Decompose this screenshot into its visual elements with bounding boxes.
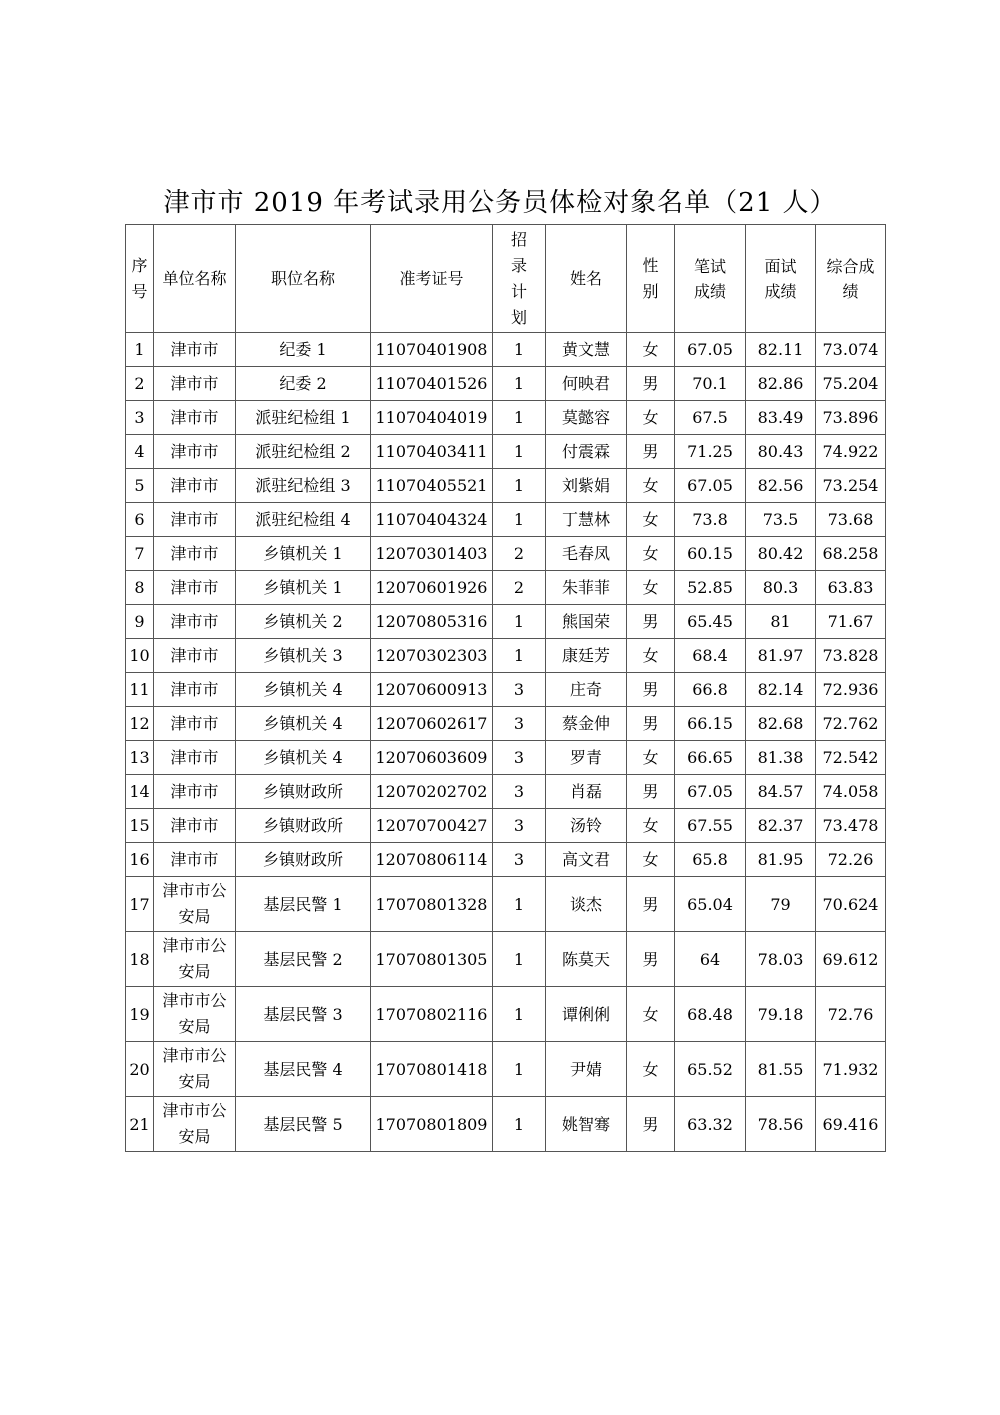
cell-unit: 津市市 (154, 775, 236, 809)
cell-position: 乡镇财政所 (236, 809, 371, 843)
cell-unit: 津市市 (154, 435, 236, 469)
cell-index: 15 (126, 809, 154, 843)
cell-position: 基层民警 5 (236, 1097, 371, 1152)
table-row (126, 1097, 886, 1152)
cell-name: 肖磊 (546, 775, 627, 809)
cell-quota: 1 (493, 435, 546, 469)
cell-position: 乡镇机关 4 (236, 673, 371, 707)
cell-name: 谭俐俐 (546, 987, 627, 1042)
cell-index: 8 (126, 571, 154, 605)
table-row (126, 605, 886, 639)
cell-total-score: 68.258 (816, 537, 886, 571)
cell-unit: 津市市 (154, 503, 236, 537)
cell-position: 乡镇机关 4 (236, 741, 371, 775)
table-row (126, 571, 886, 605)
cell-written-score: 65.45 (675, 605, 746, 639)
cell-total-score: 63.83 (816, 571, 886, 605)
cell-written-score: 70.1 (675, 367, 746, 401)
header-interview-score: 面试成绩 (746, 225, 816, 333)
cell-total-score: 74.922 (816, 435, 886, 469)
cell-index: 6 (126, 503, 154, 537)
cell-written-score: 68.4 (675, 639, 746, 673)
header-written-score: 笔试成绩 (675, 225, 746, 333)
candidate-table (125, 224, 886, 1152)
cell-interview-score: 81.97 (746, 639, 816, 673)
cell-interview-score: 81.55 (746, 1042, 816, 1097)
cell-name: 蔡金伸 (546, 707, 627, 741)
cell-name: 刘紫娟 (546, 469, 627, 503)
cell-unit: 津市市 (154, 333, 236, 367)
cell-gender: 女 (627, 401, 675, 435)
cell-gender: 男 (627, 605, 675, 639)
cell-written-score: 66.65 (675, 741, 746, 775)
cell-unit: 津市市 (154, 367, 236, 401)
cell-unit: 津市市 (154, 469, 236, 503)
cell-interview-score: 80.43 (746, 435, 816, 469)
cell-position: 派驻纪检组 1 (236, 401, 371, 435)
cell-unit: 津市市公安局 (154, 932, 236, 987)
cell-index: 14 (126, 775, 154, 809)
cell-unit: 津市市 (154, 537, 236, 571)
table-body (126, 333, 886, 1152)
cell-gender: 女 (627, 809, 675, 843)
cell-index: 11 (126, 673, 154, 707)
cell-interview-score: 82.11 (746, 333, 816, 367)
table-row (126, 469, 886, 503)
table-row (126, 809, 886, 843)
cell-unit: 津市市公安局 (154, 1042, 236, 1097)
cell-position: 乡镇机关 2 (236, 605, 371, 639)
cell-written-score: 65.52 (675, 1042, 746, 1097)
cell-total-score: 73.68 (816, 503, 886, 537)
cell-gender: 女 (627, 741, 675, 775)
page-title: 津市市 2019 年考试录用公务员体检对象名单（21 人） (163, 188, 837, 218)
cell-interview-score: 79 (746, 877, 816, 932)
cell-written-score: 65.04 (675, 877, 746, 932)
cell-written-score: 67.05 (675, 333, 746, 367)
cell-written-score: 63.32 (675, 1097, 746, 1152)
table-row (126, 537, 886, 571)
cell-exam-no: 17070801305 (371, 932, 493, 987)
cell-gender: 女 (627, 639, 675, 673)
cell-position: 派驻纪检组 4 (236, 503, 371, 537)
cell-quota: 1 (493, 469, 546, 503)
cell-gender: 男 (627, 673, 675, 707)
cell-quota: 1 (493, 932, 546, 987)
table-row (126, 639, 886, 673)
cell-name: 付震霖 (546, 435, 627, 469)
cell-name: 汤铃 (546, 809, 627, 843)
cell-gender: 男 (627, 707, 675, 741)
cell-position: 乡镇财政所 (236, 843, 371, 877)
cell-interview-score: 82.68 (746, 707, 816, 741)
cell-quota: 3 (493, 843, 546, 877)
cell-written-score: 64 (675, 932, 746, 987)
cell-exam-no: 12070700427 (371, 809, 493, 843)
header-quota: 招录计划 (493, 225, 546, 333)
cell-quota: 1 (493, 639, 546, 673)
cell-name: 尹婧 (546, 1042, 627, 1097)
cell-total-score: 71.932 (816, 1042, 886, 1097)
cell-total-score: 73.254 (816, 469, 886, 503)
cell-index: 18 (126, 932, 154, 987)
cell-index: 17 (126, 877, 154, 932)
cell-exam-no: 12070302303 (371, 639, 493, 673)
cell-gender: 男 (627, 775, 675, 809)
table-row (126, 775, 886, 809)
cell-index: 10 (126, 639, 154, 673)
header-position: 职位名称 (236, 225, 371, 333)
table-row (126, 435, 886, 469)
cell-name: 姚智骞 (546, 1097, 627, 1152)
cell-position: 乡镇机关 4 (236, 707, 371, 741)
cell-unit: 津市市公安局 (154, 987, 236, 1042)
cell-gender: 女 (627, 843, 675, 877)
cell-exam-no: 11070401908 (371, 333, 493, 367)
cell-index: 1 (126, 333, 154, 367)
cell-written-score: 67.05 (675, 469, 746, 503)
cell-exam-no: 17070801328 (371, 877, 493, 932)
cell-index: 12 (126, 707, 154, 741)
cell-written-score: 71.25 (675, 435, 746, 469)
cell-index: 21 (126, 1097, 154, 1152)
cell-written-score: 73.8 (675, 503, 746, 537)
cell-exam-no: 12070301403 (371, 537, 493, 571)
cell-unit: 津市市 (154, 401, 236, 435)
cell-index: 4 (126, 435, 154, 469)
cell-index: 19 (126, 987, 154, 1042)
cell-quota: 2 (493, 537, 546, 571)
cell-written-score: 66.8 (675, 673, 746, 707)
cell-interview-score: 78.03 (746, 932, 816, 987)
cell-unit: 津市市 (154, 707, 236, 741)
cell-name: 丁慧林 (546, 503, 627, 537)
cell-quota: 1 (493, 503, 546, 537)
cell-exam-no: 11070404019 (371, 401, 493, 435)
cell-exam-no: 12070600913 (371, 673, 493, 707)
header-name: 姓名 (546, 225, 627, 333)
cell-index: 2 (126, 367, 154, 401)
table-row (126, 333, 886, 367)
table-row (126, 367, 886, 401)
cell-position: 乡镇机关 1 (236, 537, 371, 571)
table-row (126, 741, 886, 775)
cell-exam-no: 12070603609 (371, 741, 493, 775)
cell-written-score: 67.5 (675, 401, 746, 435)
cell-written-score: 52.85 (675, 571, 746, 605)
cell-exam-no: 12070806114 (371, 843, 493, 877)
cell-gender: 男 (627, 1097, 675, 1152)
cell-unit: 津市市公安局 (154, 1097, 236, 1152)
cell-position: 乡镇机关 1 (236, 571, 371, 605)
cell-gender: 女 (627, 503, 675, 537)
cell-interview-score: 80.3 (746, 571, 816, 605)
cell-written-score: 67.55 (675, 809, 746, 843)
cell-gender: 女 (627, 571, 675, 605)
cell-position: 乡镇机关 3 (236, 639, 371, 673)
cell-exam-no: 12070805316 (371, 605, 493, 639)
cell-interview-score: 82.37 (746, 809, 816, 843)
table-row (126, 673, 886, 707)
cell-quota: 1 (493, 987, 546, 1042)
cell-name: 朱菲菲 (546, 571, 627, 605)
cell-interview-score: 78.56 (746, 1097, 816, 1152)
cell-exam-no: 11070401526 (371, 367, 493, 401)
cell-position: 派驻纪检组 3 (236, 469, 371, 503)
cell-written-score: 66.15 (675, 707, 746, 741)
cell-quota: 2 (493, 571, 546, 605)
cell-position: 派驻纪检组 2 (236, 435, 371, 469)
cell-exam-no: 11070404324 (371, 503, 493, 537)
header-total-score: 综合成绩 (816, 225, 886, 333)
cell-total-score: 71.67 (816, 605, 886, 639)
cell-quota: 1 (493, 605, 546, 639)
cell-name: 莫懿容 (546, 401, 627, 435)
cell-gender: 男 (627, 932, 675, 987)
cell-written-score: 68.48 (675, 987, 746, 1042)
cell-exam-no: 12070601926 (371, 571, 493, 605)
cell-quota: 1 (493, 1042, 546, 1097)
cell-name: 熊国荣 (546, 605, 627, 639)
cell-position: 基层民警 1 (236, 877, 371, 932)
cell-name: 罗青 (546, 741, 627, 775)
cell-exam-no: 12070602617 (371, 707, 493, 741)
cell-index: 3 (126, 401, 154, 435)
table-row (126, 987, 886, 1042)
cell-exam-no: 12070202702 (371, 775, 493, 809)
cell-unit: 津市市 (154, 605, 236, 639)
cell-total-score: 69.416 (816, 1097, 886, 1152)
cell-quota: 1 (493, 367, 546, 401)
cell-interview-score: 84.57 (746, 775, 816, 809)
cell-gender: 男 (627, 367, 675, 401)
table-row (126, 707, 886, 741)
cell-interview-score: 80.42 (746, 537, 816, 571)
cell-unit: 津市市 (154, 741, 236, 775)
cell-unit: 津市市 (154, 673, 236, 707)
cell-index: 7 (126, 537, 154, 571)
cell-unit: 津市市 (154, 843, 236, 877)
cell-interview-score: 73.5 (746, 503, 816, 537)
cell-total-score: 74.058 (816, 775, 886, 809)
cell-name: 康廷芳 (546, 639, 627, 673)
cell-name: 高文君 (546, 843, 627, 877)
cell-total-score: 73.074 (816, 333, 886, 367)
cell-interview-score: 82.14 (746, 673, 816, 707)
cell-quota: 1 (493, 333, 546, 367)
cell-position: 基层民警 4 (236, 1042, 371, 1097)
header-gender: 性别 (627, 225, 675, 333)
cell-name: 何映君 (546, 367, 627, 401)
table-row (126, 1042, 886, 1097)
cell-interview-score: 81.95 (746, 843, 816, 877)
cell-total-score: 73.828 (816, 639, 886, 673)
cell-position: 基层民警 2 (236, 932, 371, 987)
cell-gender: 女 (627, 469, 675, 503)
cell-quota: 3 (493, 741, 546, 775)
cell-exam-no: 17070802116 (371, 987, 493, 1042)
cell-quota: 3 (493, 775, 546, 809)
cell-interview-score: 81 (746, 605, 816, 639)
cell-unit: 津市市 (154, 571, 236, 605)
cell-total-score: 72.542 (816, 741, 886, 775)
cell-name: 黄文慧 (546, 333, 627, 367)
cell-written-score: 65.8 (675, 843, 746, 877)
cell-gender: 女 (627, 987, 675, 1042)
cell-name: 陈莫天 (546, 932, 627, 987)
cell-total-score: 72.26 (816, 843, 886, 877)
cell-exam-no: 17070801809 (371, 1097, 493, 1152)
cell-unit: 津市市公安局 (154, 877, 236, 932)
cell-gender: 女 (627, 537, 675, 571)
cell-gender: 男 (627, 435, 675, 469)
cell-total-score: 72.936 (816, 673, 886, 707)
table-header-row (126, 225, 886, 333)
cell-interview-score: 83.49 (746, 401, 816, 435)
cell-total-score: 72.76 (816, 987, 886, 1042)
cell-interview-score: 81.38 (746, 741, 816, 775)
cell-gender: 女 (627, 1042, 675, 1097)
cell-total-score: 73.896 (816, 401, 886, 435)
cell-name: 谈杰 (546, 877, 627, 932)
cell-total-score: 72.762 (816, 707, 886, 741)
cell-interview-score: 82.56 (746, 469, 816, 503)
table-row (126, 503, 886, 537)
cell-exam-no: 17070801418 (371, 1042, 493, 1097)
cell-total-score: 70.624 (816, 877, 886, 932)
cell-quota: 3 (493, 809, 546, 843)
cell-unit: 津市市 (154, 809, 236, 843)
cell-quota: 1 (493, 1097, 546, 1152)
cell-unit: 津市市 (154, 639, 236, 673)
cell-position: 纪委 2 (236, 367, 371, 401)
table-row (126, 932, 886, 987)
cell-index: 5 (126, 469, 154, 503)
cell-name: 庄奇 (546, 673, 627, 707)
cell-written-score: 67.05 (675, 775, 746, 809)
cell-total-score: 75.204 (816, 367, 886, 401)
cell-quota: 3 (493, 673, 546, 707)
header-exam-no: 准考证号 (371, 225, 493, 333)
cell-position: 基层民警 3 (236, 987, 371, 1042)
table-row (126, 401, 886, 435)
cell-index: 13 (126, 741, 154, 775)
header-unit: 单位名称 (154, 225, 236, 333)
cell-position: 乡镇财政所 (236, 775, 371, 809)
cell-index: 16 (126, 843, 154, 877)
cell-name: 毛春凤 (546, 537, 627, 571)
cell-quota: 3 (493, 707, 546, 741)
header-index: 序号 (126, 225, 154, 333)
table-row (126, 877, 886, 932)
cell-gender: 女 (627, 333, 675, 367)
cell-position: 纪委 1 (236, 333, 371, 367)
cell-gender: 男 (627, 877, 675, 932)
cell-written-score: 60.15 (675, 537, 746, 571)
cell-total-score: 69.612 (816, 932, 886, 987)
cell-quota: 1 (493, 877, 546, 932)
cell-interview-score: 79.18 (746, 987, 816, 1042)
cell-quota: 1 (493, 401, 546, 435)
cell-index: 9 (126, 605, 154, 639)
cell-index: 20 (126, 1042, 154, 1097)
cell-interview-score: 82.86 (746, 367, 816, 401)
cell-exam-no: 11070403411 (371, 435, 493, 469)
cell-exam-no: 11070405521 (371, 469, 493, 503)
table-row (126, 843, 886, 877)
cell-total-score: 73.478 (816, 809, 886, 843)
